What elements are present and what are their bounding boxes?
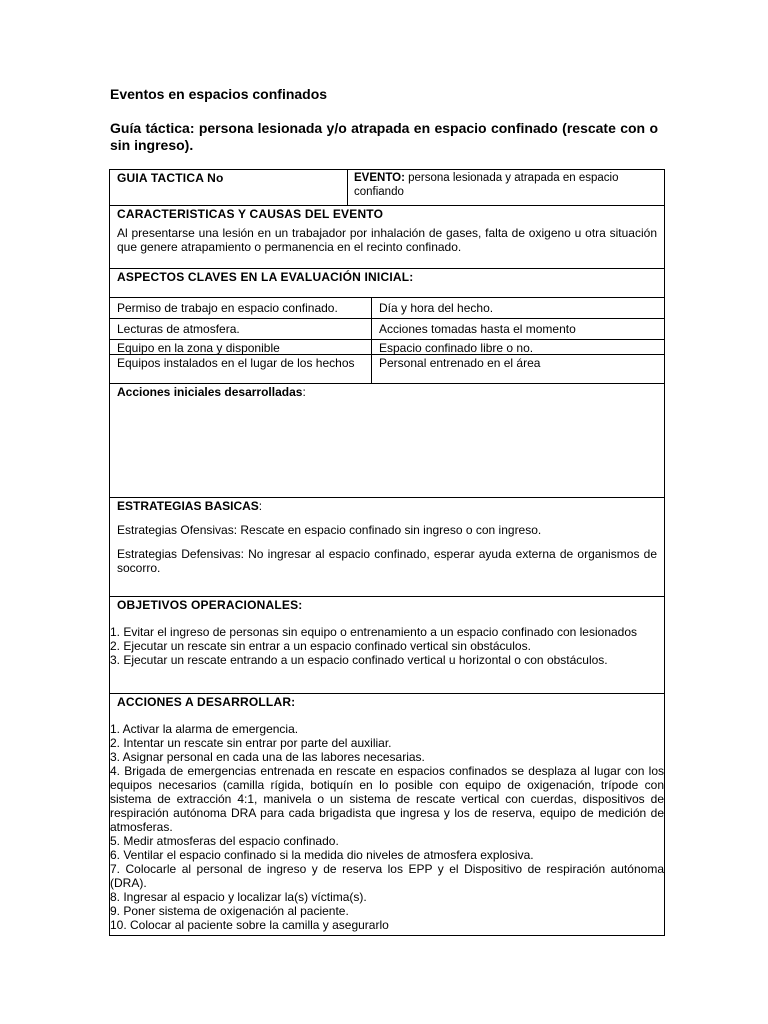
key-aspect-left: Permiso de trabajo en espacio confinado.: [110, 298, 372, 318]
characteristics-row: [110, 206, 664, 269]
initial-actions-cell: [110, 384, 664, 400]
action-item: 7. Colocarle al personal de ingreso y de reserva los EPP y el Dispositivo de respiración autónoma (DRA).: [110, 862, 664, 890]
basic-strategies-header: ESTRATEGIAS BASICAS: [117, 499, 259, 513]
key-aspect-right: Día y hora del hecho.: [379, 301, 494, 315]
event-label: EVENTO:: [354, 172, 405, 184]
key-aspect-left: Equipos instalados en el lugar de los hechos: [110, 355, 372, 383]
tactical-guide-table: [109, 169, 665, 936]
defensive-strategies-text: Estrategias Defensivas: No ingresar al espacio confinado, esperar ayuda externa de organismos de socorro.: [117, 547, 657, 575]
key-aspect-right: Espacio confinado libre o no.: [379, 341, 534, 355]
key-aspects-header-row: [110, 269, 664, 298]
action-item: 4. Brigada de emergencias entrenada en rescate en espacios confinados se desplaza al lugar con los equipos necesarios (camilla rígida, botiquín en lo posible con equipo de oxigenación, trípode con sistema de extracción 4:1, manivela o un sistema de rescate vertical con cuerdas, dispositivos de respiración autónoma DRA para cada brigadista que ingresa y los de reserva, equipo de medición de atmosferas.: [110, 764, 664, 834]
key-aspect-left: Equipo en la zona y disponible: [110, 340, 372, 354]
action-item: 10. Colocar al paciente sobre la camilla y asegurarlo: [110, 918, 389, 932]
initial-actions-colon: :: [302, 385, 306, 399]
key-aspects-header: ASPECTOS CLAVES EN LA EVALUACIÓN INICIAL:: [117, 270, 414, 284]
objective-item: 2. Ejecutar un rescate sin entrar a un espacio confinado vertical sin obstáculos.: [110, 639, 531, 653]
action-item: 1. Activar la alarma de emergencia.: [110, 722, 299, 736]
key-aspect-row: [110, 355, 664, 384]
event-text: persona lesionada y atrapada en espacio confiando: [354, 172, 619, 198]
basic-strategies-heading: [110, 498, 664, 514]
characteristics-header: CARACTERISTICAS Y CAUSAS DEL EVENTO: [117, 207, 384, 221]
objective-item: 3. Ejecutar un rescate entrando a un espacio confinado vertical u horizontal o con obstáculos.: [110, 653, 608, 667]
action-item: 8. Ingresar al espacio y localizar la(s) víctima(s).: [110, 890, 367, 904]
key-aspect-row: [110, 340, 664, 355]
action-item: 6. Ventilar el espacio confinado si la medida dio niveles de atmosfera explosiva.: [110, 848, 534, 862]
characteristics-text: Al presentarse una lesión en un trabajador por inhalación de gases, falta de oxigeno u otra situación que genere atrapamiento o permanencia en el recinto confinado.: [117, 226, 657, 254]
offensive-strategies-text: Estrategias Ofensivas: Rescate en espacio confinado sin ingreso o con ingreso.: [117, 523, 542, 537]
actions-to-develop-row: [110, 694, 664, 935]
guide-number-label: GUIA TACTICA No: [117, 171, 224, 185]
initial-actions-label: Acciones iniciales desarrolladas: [117, 385, 303, 399]
action-item: 3. Asignar personal en cada una de las labores necesarias.: [110, 750, 425, 764]
event-cell: [348, 170, 664, 205]
operational-objectives-header: OBJETIVOS OPERACIONALES:: [117, 598, 303, 612]
guide-number-cell: [110, 170, 348, 205]
key-aspect-right: Personal entrenado en el área: [379, 356, 541, 370]
action-item: 5. Medir atmosferas del espacio confinado.: [110, 834, 339, 848]
document-subtitle: Guía táctica: persona lesionada y/o atrapada en espacio confinado (rescate con o sin ingreso).: [110, 120, 658, 153]
initial-actions-row: [110, 384, 664, 498]
actions-to-develop-header: ACCIONES A DESARROLLAR:: [117, 695, 296, 709]
basic-strategies-colon: :: [258, 499, 263, 513]
operational-objectives-row: [110, 597, 664, 694]
key-aspect-left: Lecturas de atmosfera.: [110, 319, 372, 339]
actions-to-develop-list: [110, 722, 664, 932]
document-title: Eventos en espacios confinados: [110, 86, 328, 102]
basic-strategies-row: [110, 498, 664, 597]
action-item: 2. Intentar un rescate sin entrar por parte del auxiliar.: [110, 736, 392, 750]
key-aspect-row: [110, 298, 664, 319]
key-aspect-right: Acciones tomadas hasta el momento: [379, 322, 576, 336]
objective-item: 1. Evitar el ingreso de personas sin equipo o entrenamiento a un espacio confinado con lesionados: [110, 625, 638, 639]
guide-header-row: [110, 170, 664, 206]
operational-objectives-list: [110, 625, 664, 667]
key-aspect-row: [110, 319, 664, 340]
action-item: 9. Poner sistema de oxigenación al paciente.: [110, 904, 349, 918]
